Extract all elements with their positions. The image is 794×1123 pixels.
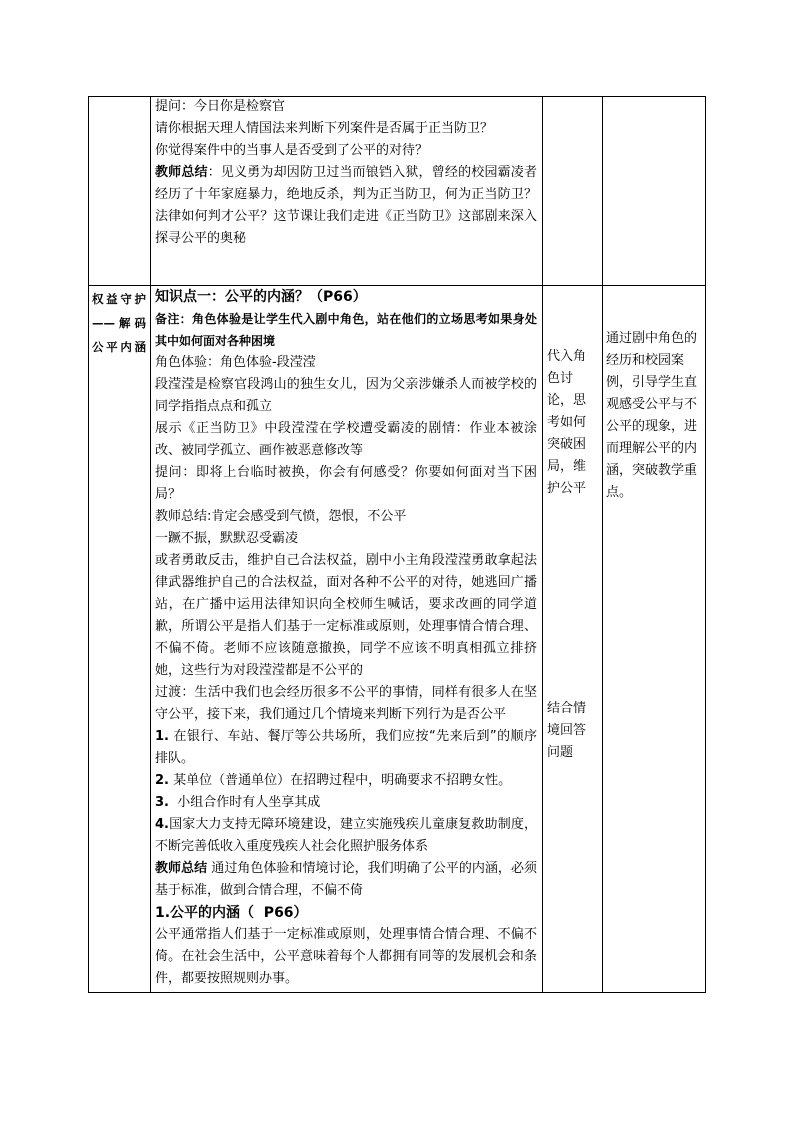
definition-text: 公平通常指人们基于一定标准或原则，处理事情合情合理、不偏不倚。在社会生活中，公平意味着每个人都拥有同等的发展机会和条件，都要按照规则办事。 <box>155 927 537 986</box>
character-intro: 段滢滢是检察官段鸿山的独生女儿，因为父亲涉嫌杀人而被学校的同学指指点点和孤立 <box>155 377 537 414</box>
transition: 过渡：生活中我们也会经历很多不公平的事情，同样有很多人在坚守公平，接下来，我们通过几个情境来判断下列行为是否公平 <box>155 685 537 722</box>
summary-label: 教师总结 <box>155 165 208 180</box>
summary-text: ：见义勇为却因防卫过当而锒铛入狱，曾经的校园霸凌者经历了十年家庭暴力，绝地反杀，判为正当防卫，何为正当防卫？法律如何判才公平？这节课让我们走进《正当防卫》这部剧来深入探寻公平的奥秘 <box>155 165 537 246</box>
question: 提问：即将上台临时被换，你会有何感受？你要如何面对当下困局？ <box>155 465 537 502</box>
student-activity-1: 代入角色讨论，思考如何突破困局，维护公平 <box>547 349 587 496</box>
option-text: 一蹶不振，默默忍受霸凌 <box>155 531 299 546</box>
design-intent: 通过剧中角色的经历和校园案例，引导学生直观感受公平与不公平的现象，进而理解公平的内涵，突破教学重点。 <box>606 331 698 500</box>
teacher-summary: 教师总结 通过角色体验和情境讨论，我们明确了公平的内涵，必须基于标准，做到合情合理，不偏不倚 <box>155 861 537 898</box>
intro-content-cell <box>150 96 542 250</box>
intro-prompt: 请你根据天理人情国法来判断下列案件是否属于正当防卫？ <box>155 121 494 136</box>
scenario-item: 1. 在银行、车站、餐厅等公共场所，我们应按“先来后到”的顺序排队。 <box>155 729 537 766</box>
teacher-summary: 教师总结:肯定会感受到气愤，怨恨，不公平 <box>155 509 407 524</box>
option-text: 或者勇敢反击，维护自己合法权益，剧中小主角段滢滢勇敢拿起法律武器维护自己的合法权益，面对各种不公平的对待，她逃回广播站，在广播中运用法律知识向全校师生喊话，要求改画的同学道歉，所谓公平是指人们基于一定标准或原则，处理事情合情合理、不偏不倚。老师不应该随意撤换，同学不应该不明真相孤立排挤她，这些行为对段滢滢都是不公平的 <box>155 553 537 678</box>
column-divider <box>602 96 603 993</box>
intro-teacher-summary <box>155 162 537 250</box>
plot-display: 展示《正当防卫》中段滢滢在学校遭受霸凌的剧情：作业本被涂改、被同学孤立、画作被恶意修改等 <box>155 421 537 458</box>
knowledge-point-heading: 知识点一：公平的内涵？（P66） <box>155 289 367 305</box>
intro-question: 提问：今日你是检察官 <box>155 99 286 114</box>
table-border-left <box>88 96 89 993</box>
scenario-item: 4.国家大力支持无障环境建设，建立实施残疾儿童康复救助制度，不断完善低收入重度残疾人社会化照护服务体系 <box>155 817 537 854</box>
scenario-item: 2. 某单位（普通单位）在招聘过程中，明确要求不招聘女性。 <box>155 773 512 788</box>
student-activity-2: 结合情境回答问题 <box>547 701 587 760</box>
remark: 备注：角色体验是让学生代入剧中角色，站在他们的立场思考如果身处其中如何面对各种困境 <box>155 312 537 348</box>
scenario-item: 3. 小组合作时有人坐享其成 <box>155 795 321 810</box>
lesson-plan-table <box>88 96 706 993</box>
intro-prompt: 你觉得案件中的当事人是否受到了公平的对待？ <box>155 143 429 158</box>
lesson-content-cell <box>150 286 542 990</box>
table-border-right <box>705 96 706 993</box>
column-divider <box>542 96 543 993</box>
role-play-title: 角色体验：角色体验-段滢滢 <box>155 355 316 370</box>
section-title: 权益守护——解码公平内涵 <box>92 292 146 354</box>
definition-heading: 1.公平的内涵（ P66） <box>155 905 308 921</box>
table-border-bottom <box>88 992 706 993</box>
summary-label: 教师总结 <box>155 861 208 876</box>
